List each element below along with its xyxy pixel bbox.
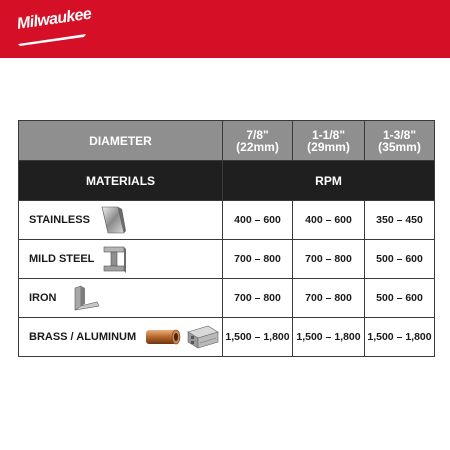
rpm-cell: 700 – 800 [293,279,365,318]
rpm-table [18,120,435,357]
material-cell [19,240,223,279]
material-cell [19,201,223,240]
size-header-1-3-8 [365,121,435,161]
rpm-cell: 500 – 600 [365,240,435,279]
iron-angle-icon [71,284,101,312]
size-metric: (35mm) [378,139,421,154]
diameter-header-row [19,121,435,161]
material-label: IRON [29,292,57,304]
logo-swoosh-icon [18,32,88,46]
diameter-header: DIAMETER [19,121,223,161]
materials-header: MATERIALS [19,161,223,201]
size-label: 7/8" [246,127,269,142]
stainless-steel-plate-icon [98,205,128,235]
material-label: BRASS / ALUMINUM [29,331,137,343]
rpm-cell: 350 – 450 [365,201,435,240]
size-label: 1-1/8" [311,127,346,142]
steel-i-beam-icon [102,245,128,273]
rpm-cell: 700 – 800 [223,279,293,318]
material-cell [19,318,223,357]
table-row [19,318,435,357]
brand-banner [0,0,450,58]
table-row [19,279,435,318]
rpm-cell: 500 – 600 [365,279,435,318]
milwaukee-logo [10,5,93,42]
rpm-cell: 700 – 800 [223,240,293,279]
rpm-cell: 400 – 600 [293,201,365,240]
size-metric: (22mm) [236,139,279,154]
materials-header-row [19,161,435,201]
material-cell [19,279,223,318]
size-header-7-8 [223,121,293,161]
rpm-cell: 1,500 – 1,800 [293,318,365,357]
logo-wordmark: Milwaukee [16,5,93,33]
table-row [19,201,435,240]
material-label: STAINLESS [29,214,90,226]
rpm-cell: 1,500 – 1,800 [365,318,435,357]
table-row [19,240,435,279]
material-label: MILD STEEL [29,253,95,265]
aluminum-extrusion-icon [186,324,220,350]
size-header-1-1-8 [293,121,365,161]
brass-pipe-icon [144,326,182,348]
rpm-cell: 700 – 800 [293,240,365,279]
size-label: 1-3/8" [382,127,417,142]
rpm-header: RPM [223,161,435,201]
rpm-cell: 1,500 – 1,800 [223,318,293,357]
size-metric: (29mm) [307,139,350,154]
rpm-cell: 400 – 600 [223,201,293,240]
